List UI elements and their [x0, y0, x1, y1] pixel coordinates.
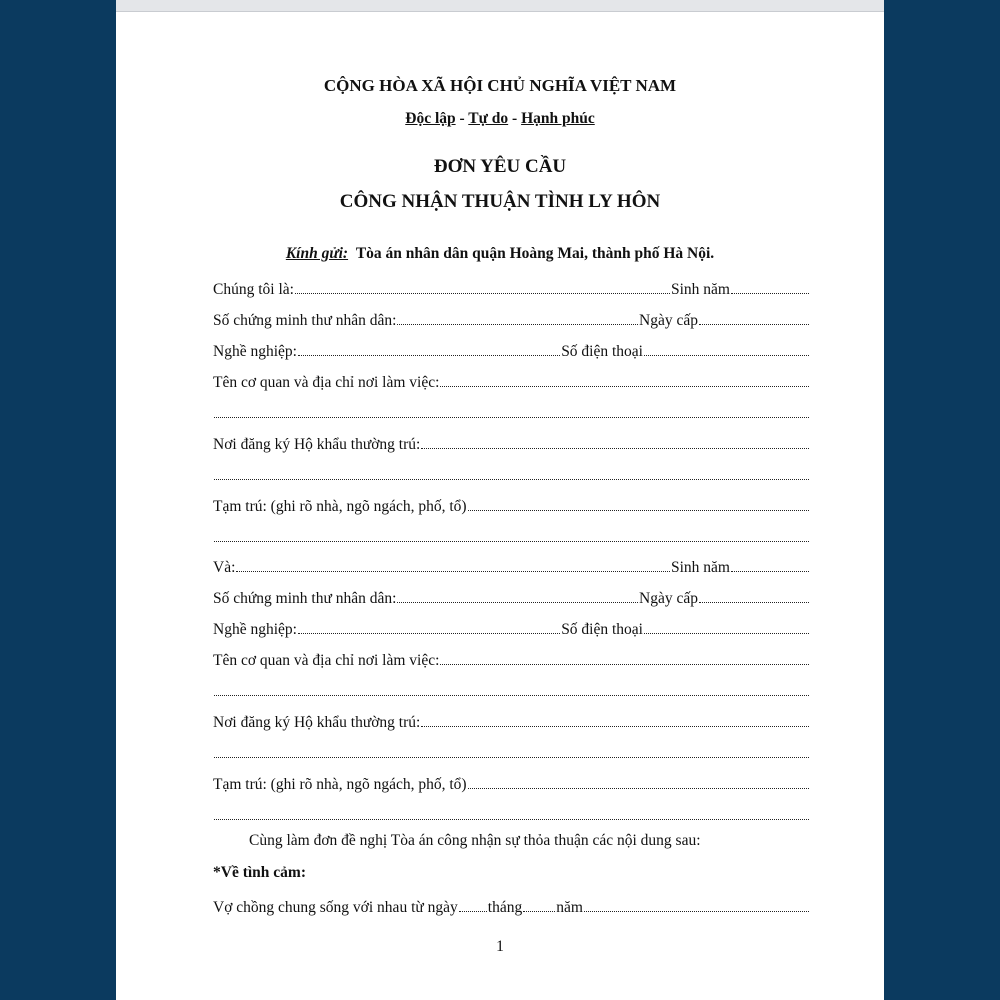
fill-line[interactable]	[295, 293, 670, 294]
person1-temp-line	[213, 494, 810, 516]
fill-line[interactable]	[731, 293, 809, 294]
document-page	[116, 0, 884, 1000]
fill-line[interactable]	[214, 417, 809, 418]
person2-id-line	[213, 586, 810, 608]
field-label: Sinh năm	[671, 281, 730, 298]
field-label: Số chứng minh thư nhân dân:	[213, 590, 397, 607]
person2-workplace-continuation	[213, 679, 810, 701]
fill-line[interactable]	[236, 571, 670, 572]
field-label: Vợ chồng chung sống với nhau từ ngày	[213, 899, 458, 916]
person1-residence-line	[213, 432, 810, 454]
national-motto	[116, 110, 884, 128]
field-label: tháng	[487, 899, 523, 916]
fill-line[interactable]	[468, 788, 809, 789]
fill-line[interactable]	[214, 695, 809, 696]
fill-line[interactable]	[397, 324, 638, 325]
fill-line[interactable]	[459, 911, 487, 912]
document-title: ĐƠN YÊU CẦU	[433, 156, 567, 177]
page-number: 1	[496, 938, 504, 955]
fill-line[interactable]	[699, 324, 809, 325]
fill-line[interactable]	[397, 602, 638, 603]
fill-line[interactable]	[421, 726, 809, 727]
fill-line[interactable]	[699, 602, 809, 603]
field-label: Ngày cấp	[639, 590, 698, 607]
fill-line[interactable]	[523, 911, 555, 912]
person1-name-line	[213, 277, 810, 299]
fill-line[interactable]	[214, 819, 809, 820]
motto-part: Độc lập	[405, 110, 456, 127]
person2-job-line	[213, 617, 810, 639]
motto-part: Tự do	[468, 110, 509, 127]
fill-line[interactable]	[214, 479, 809, 480]
cohabitation-line	[213, 895, 810, 917]
recipient-value: Tòa án nhân dân quận Hoàng Mai, thành phố Hà Nội.	[355, 245, 715, 262]
field-label: Nghề nghiệp:	[213, 343, 297, 360]
field-label: Nghề nghiệp:	[213, 621, 297, 638]
field-label: Số chứng minh thư nhân dân:	[213, 312, 397, 329]
field-label: Nơi đăng ký Hộ khẩu thường trú:	[213, 714, 421, 731]
person1-workplace-line	[213, 370, 810, 392]
viewer-top-bar	[116, 0, 884, 12]
fill-line[interactable]	[584, 911, 809, 912]
person2-temp-continuation	[213, 803, 810, 825]
person2-name-line	[213, 555, 810, 577]
field-label: Chúng tôi là:	[213, 281, 294, 298]
field-label: năm	[556, 899, 583, 916]
motto-separator: -	[455, 110, 469, 127]
fill-line[interactable]	[214, 757, 809, 758]
person2-temp-line	[213, 772, 810, 794]
request-paragraph: Cùng làm đơn đề nghị Tòa án công nhận sự thỏa thuận các nội dung sau:	[249, 832, 701, 849]
field-label: Và:	[213, 559, 236, 576]
fill-line[interactable]	[298, 633, 560, 634]
fill-line[interactable]	[731, 571, 809, 572]
motto-part: Hạnh phúc	[521, 110, 595, 127]
person1-workplace-continuation	[213, 401, 810, 423]
fill-line[interactable]	[421, 448, 809, 449]
fill-line[interactable]	[644, 355, 809, 356]
field-label: Nơi đăng ký Hộ khẩu thường trú:	[213, 436, 421, 453]
fill-line[interactable]	[298, 355, 560, 356]
field-label: Ngày cấp	[639, 312, 698, 329]
recipient-line	[116, 245, 884, 263]
field-label: Số điện thoại	[561, 621, 643, 638]
national-header: CỘNG HÒA XÃ HỘI CHỦ NGHĨA VIỆT NAM	[323, 76, 677, 95]
fill-line[interactable]	[468, 510, 809, 511]
person2-residence-continuation	[213, 741, 810, 763]
fill-line[interactable]	[440, 664, 809, 665]
fill-line[interactable]	[214, 541, 809, 542]
field-label: Số điện thoại	[561, 343, 643, 360]
person1-residence-continuation	[213, 463, 810, 485]
fill-line[interactable]	[644, 633, 809, 634]
person1-temp-continuation	[213, 525, 810, 547]
document-subtitle: CÔNG NHẬN THUẬN TÌNH LY HÔN	[339, 191, 661, 212]
recipient-label: Kính gửi:	[285, 245, 349, 262]
field-label: Tên cơ quan và địa chỉ nơi làm việc:	[213, 374, 440, 391]
field-label: Sinh năm	[671, 559, 730, 576]
section-heading-emotion: *Về tình cảm:	[213, 864, 306, 881]
person2-workplace-line	[213, 648, 810, 670]
person1-id-line	[213, 308, 810, 330]
field-label: Tạm trú: (ghi rõ nhà, ngõ ngách, phố, tổ)	[213, 498, 467, 515]
field-label: Tên cơ quan và địa chỉ nơi làm việc:	[213, 652, 440, 669]
person2-residence-line	[213, 710, 810, 732]
fill-line[interactable]	[440, 386, 809, 387]
motto-separator: -	[508, 110, 522, 127]
field-label: Tạm trú: (ghi rõ nhà, ngõ ngách, phố, tổ)	[213, 776, 467, 793]
person1-job-line	[213, 339, 810, 361]
